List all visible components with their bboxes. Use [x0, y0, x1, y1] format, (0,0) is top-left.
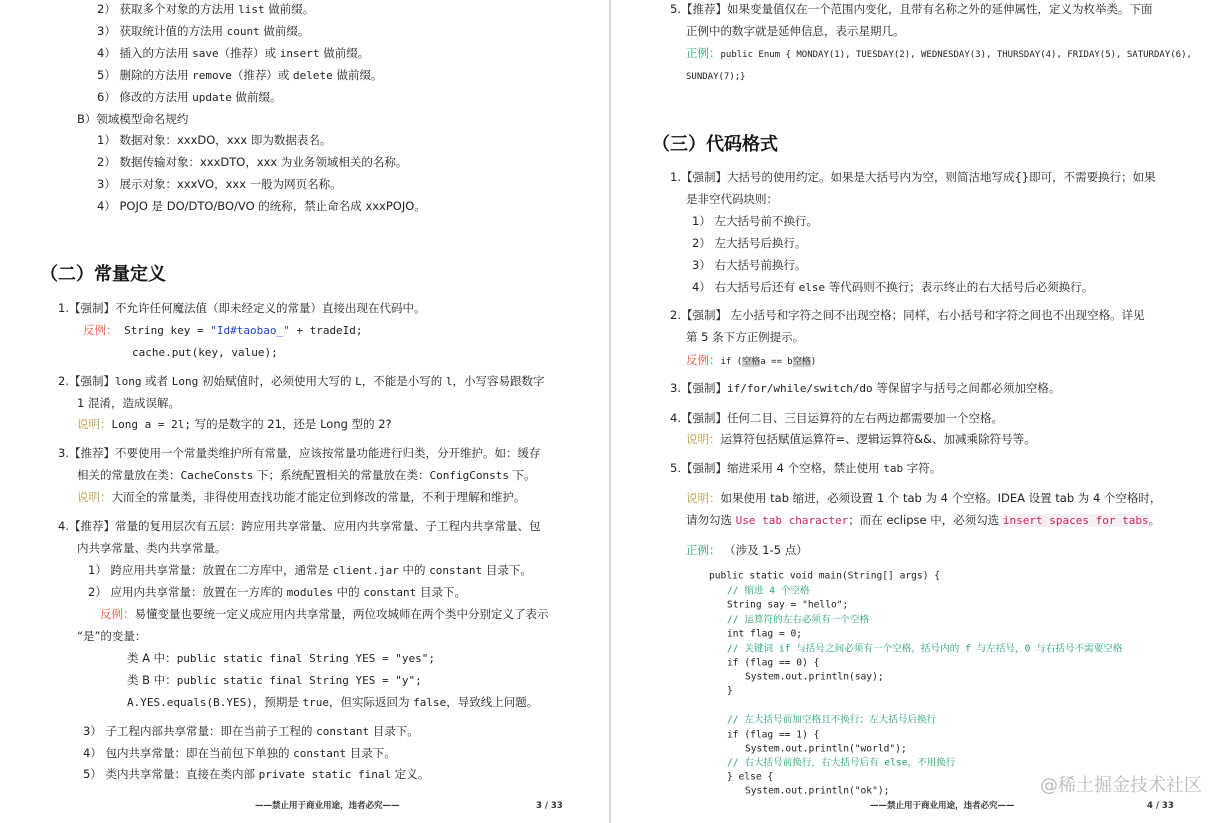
note-label: 说明： [686, 491, 721, 505]
text-segment: （推荐）或 [231, 68, 294, 82]
text-line [97, 67, 382, 84]
text-segment: public Enum { MONDAY(1), TUESDAY(2), WEDNESDAY(3), THURSDAY(4), FRIDAY(5), SATURDAY(6), [720, 50, 1192, 60]
text-segment: int flag = 0; [727, 628, 803, 640]
text-line [127, 694, 538, 711]
text-segment: B）领域模型命名规约 [77, 112, 189, 126]
text-line [686, 23, 905, 39]
text-line [670, 380, 1060, 397]
text-segment: 做前缀。 [231, 90, 282, 104]
text-segment: 目录下。 [346, 746, 396, 760]
text-line [58, 300, 425, 316]
code-comment: // 关键词 if 与括号之间必须有一个空格，括号内的 f 与左括号，0 与右括号不需要空格 [727, 643, 1123, 655]
text-segment: tab [883, 462, 904, 475]
text-line [692, 213, 818, 229]
text-segment: 5） 类内共享常量：直接在类内部 [83, 767, 259, 781]
text-line [100, 606, 549, 622]
text-segment: constant [429, 564, 483, 577]
text-segment: 做前缀。 [332, 68, 383, 82]
text-line [127, 672, 422, 689]
text-line [97, 176, 342, 192]
text-segment: A.YES.equals(B.YES) [127, 696, 253, 709]
text-segment: 类 B 中： [127, 673, 177, 687]
text-segment: 大而全的常量类，非得使用查找功能才能定位到修改的常量，不利于理解和维护。 [111, 490, 526, 504]
code-line [745, 743, 907, 756]
text-segment: 内共享常量、类内共享常量。 [77, 541, 227, 555]
note-label: 说明： [77, 417, 112, 431]
text-segment: 3.【推荐】不要使用一个常量类维护所有常量，应该按常量功能进行归类，分开维护。如：缓存 [58, 446, 541, 460]
text-line [670, 169, 1156, 185]
text-line [77, 395, 180, 411]
text-line [88, 562, 532, 579]
text-line [97, 154, 407, 170]
text-segment: 做前缀。 [264, 2, 315, 16]
text-segment: 1） 数据对象：xxxDO，xxx 即为数据表名。 [97, 133, 332, 147]
text-line [58, 445, 540, 461]
text-segment: false [413, 696, 447, 709]
text-segment: ，不能是小写的 [361, 374, 446, 388]
text-line [686, 67, 746, 85]
watermark: @稀土掘金技术社区 [1040, 775, 1202, 796]
text-segment: 1.【强制】不允许任何魔法值（即未经定义的常量）直接出现在代码中。 [58, 301, 426, 315]
text-segment: 如果使用 tab 缩进，必须设置 1 个 tab 为 4 个空格。IDEA 设置 tab 为 4 个空格时， [720, 491, 1162, 505]
text-segment: 第 5 条下方正例提示。 [686, 330, 805, 344]
text-segment: public static void main(String[] args) { [709, 570, 941, 582]
text-segment: 4） POJO 是 DO/DTO/BO/VO 的统称，禁止命名成 xxxPOJO。 [97, 199, 426, 213]
text-segment: 中的 [333, 585, 364, 599]
text-line [58, 518, 540, 534]
text-segment: true [302, 696, 329, 709]
text-segment: （推荐）或 [218, 46, 280, 60]
text-line [97, 89, 282, 106]
text-segment: 1 混淆，造成误解。 [77, 396, 180, 410]
text-segment: 请勿勾选 [686, 513, 736, 527]
text-segment: 2） 获取多个对象的方法用 [97, 2, 239, 16]
text-line [97, 198, 426, 214]
text-segment: 初始赋值时，必须使用大写的 [198, 374, 356, 388]
text-segment: list [238, 3, 265, 16]
text-segment: 做前缀。 [259, 24, 310, 38]
code-line [727, 599, 848, 612]
text-segment: 等代码则不换行；表示终止的右大括号后必须换行。 [825, 280, 1094, 294]
text-line [686, 191, 778, 207]
text-segment: + tradeId; [289, 324, 363, 337]
text-segment: 目录下。 [369, 724, 419, 738]
text-segment: ) [810, 357, 817, 367]
text-line [686, 45, 1192, 63]
text-segment: System.out.println("ok"); [745, 785, 890, 797]
text-segment: 字符。 [903, 461, 942, 475]
code-comment: // 缩进 4 个空格 [727, 585, 810, 597]
text-segment: 1.【强制】大括号的使用约定。如果是大括号内为空，则简洁地写成{}即可，不需要换行；如果 [670, 170, 1156, 184]
text-line [77, 467, 536, 484]
code-comment: // 运算符的左右必须有一个空格 [727, 614, 870, 626]
text-segment: ；而在 eclipse 中，必须勾选 [848, 513, 1003, 527]
text-line [97, 132, 331, 148]
text-segment: 定义。 [391, 767, 430, 781]
text-segment: insert spaces for tabs [1002, 514, 1149, 527]
text-segment: } [727, 685, 733, 697]
text-segment: 2） 数据传输对象：xxxDTO，xxx 为业务领域相关的名称。 [97, 155, 408, 169]
text-segment: ConfigConsts [429, 469, 509, 482]
text-segment: long [114, 375, 142, 388]
text-line [686, 542, 808, 558]
text-segment: 3） 展示对象：xxxVO，xxx 一般为网页名称。 [97, 177, 342, 191]
code-line [727, 657, 819, 670]
text-segment: if (flag == 0) { [727, 657, 820, 669]
text-segment: 2） 左大括号后换行。 [692, 236, 807, 250]
text-line [686, 431, 1036, 447]
text-segment: public static final String YES = "y"; [176, 674, 422, 687]
text-segment: 中的 [398, 563, 430, 577]
text-segment: update [192, 91, 232, 104]
text-segment: ，小写容易跟数字 [452, 374, 545, 388]
text-segment: constant [293, 747, 347, 760]
text-segment: if/for/while/switch/do [726, 382, 873, 395]
text-line [692, 279, 1093, 296]
text-line [77, 540, 227, 556]
text-line [686, 329, 804, 345]
text-segment: 下；系统配置相关的常量放在类： [253, 468, 430, 482]
section-heading [40, 263, 166, 287]
text-segment: l [445, 375, 453, 388]
text-segment: } else { [727, 771, 774, 783]
text-segment: 2.【强制】 左小括号和字符之间不出现空格；同样，右小括号和字符之间也不出现空格。详见 [670, 308, 1145, 322]
page-number-left: 3 / 33 [536, 801, 563, 811]
text-line [77, 628, 146, 644]
code-line [727, 628, 802, 641]
text-segment: 1） 左大括号前不换行。 [692, 214, 818, 228]
text-line [88, 584, 466, 601]
text-segment: client.jar [332, 564, 399, 577]
text-segment: modules [286, 586, 333, 599]
text-segment: 6） 修改的方法用 [97, 90, 193, 104]
text-segment: delete [293, 69, 333, 82]
text-segment: L [355, 375, 362, 388]
text-segment: 目录下。 [482, 563, 532, 577]
text-segment: else [798, 281, 826, 294]
text-segment: 等保留字与括号之间都必须加空格。 [872, 381, 1061, 395]
text-line [77, 111, 188, 127]
text-line [77, 416, 392, 433]
text-line [83, 322, 363, 339]
footer-notice-right: ——禁止用于商业用途，违者必究—— [870, 801, 1015, 811]
text-segment: 目录下。 [416, 585, 466, 599]
text-segment: 5.【推荐】如果变量值仅在一个范围内变化，且带有名称之外的延伸属性，定义为枚举类。下面 [670, 2, 1153, 16]
text-segment: constant [363, 586, 417, 599]
text-segment: 或者 [141, 374, 172, 388]
text-segment: ，但实际返回为 [329, 695, 414, 709]
text-line [58, 373, 545, 390]
text-segment: System.out.println(say); [745, 671, 884, 683]
text-segment: ，预期是 [252, 695, 303, 709]
text-segment: 4.【推荐】常量的复用层次有五层：跨应用共享常量、应用内共享常量、子工程内共享常量、包 [58, 519, 541, 533]
text-segment: 4） 右大括号后还有 [692, 280, 799, 294]
section-heading [652, 133, 778, 157]
text-segment: String say = "hello"; [727, 599, 849, 611]
text-segment: Long a = 2l; [111, 418, 191, 431]
counter-example-label: 反例： [686, 353, 721, 367]
text-segment: 易懂变量也要统一定义成应用内共享常量，两位攻城师在两个类中分别定义了表示 [134, 607, 549, 621]
text-segment: save [192, 47, 219, 60]
text-segment: 4） 插入的方法用 [97, 46, 193, 60]
text-line [132, 344, 278, 361]
text-segment: （三）代码格式 [652, 134, 778, 155]
text-segment: 3） 右大括号前换行。 [692, 258, 807, 272]
text-segment: a == b [760, 357, 793, 367]
text-segment: 5） 删除的方法用 [97, 68, 193, 82]
text-line [670, 460, 941, 477]
text-segment: constant [316, 725, 370, 738]
text-segment: public static final String YES = "yes"; [176, 652, 435, 665]
text-segment: 3） 子工程内部共享常量：即在当前子工程的 [83, 724, 317, 738]
code-line [727, 643, 1123, 656]
code-line [745, 671, 884, 684]
text-line [670, 410, 1003, 426]
example-label: 正例： [686, 543, 721, 557]
text-segment: 4） 包内共享常量：即在当前包下单独的 [83, 746, 294, 760]
text-line [670, 1, 1152, 17]
text-segment: 2） 应用内共享常量：放置在一方库的 [88, 585, 287, 599]
text-segment: if ( [720, 357, 743, 367]
text-segment: 3） 获取统计值的方法用 [97, 24, 227, 38]
text-segment: private static final [258, 768, 392, 781]
text-segment: 2.【强制】 [58, 374, 115, 388]
text-segment: 3.【强制】 [670, 381, 727, 395]
text-segment: 正例中的数字就是延伸信息，表示星期几。 [686, 24, 905, 38]
code-line [727, 614, 869, 627]
text-line [670, 307, 1145, 323]
counter-example-label: 反例： [100, 607, 135, 621]
text-segment: Long [171, 375, 199, 388]
text-line [686, 512, 1160, 529]
text-line [83, 745, 396, 762]
text-line [97, 1, 314, 18]
text-segment: ，导致线上问题。 [446, 695, 539, 709]
text-segment: 。 [1148, 513, 1161, 527]
example-label: 正例： [686, 46, 721, 60]
page-number-right: 4 / 33 [1147, 801, 1174, 811]
text-line [692, 257, 806, 273]
code-line [727, 714, 936, 727]
text-segment: 空格 [742, 357, 761, 367]
code-line [727, 685, 733, 698]
text-segment: "Id#taobao_" [210, 324, 290, 337]
text-line [692, 235, 806, 251]
code-line [709, 570, 940, 583]
text-segment: 1） 跨应用共享常量：放置在二方库中，通常是 [88, 563, 333, 577]
text-segment: CacheConsts [180, 469, 254, 482]
text-segment: insert [279, 47, 320, 60]
code-comment: // 左大括号前加空格且不换行；左大括号后换行 [727, 714, 937, 726]
text-segment: “是”的变量： [77, 629, 147, 643]
text-segment: 运算符包括赋值运算符=、逻辑运算符&&、加减乘除符号等。 [720, 432, 1036, 446]
text-segment: Use tab character [735, 514, 849, 527]
counter-example-label: 反例： [83, 323, 118, 337]
text-line [83, 766, 429, 783]
text-segment: remove [192, 69, 232, 82]
text-segment: SUNDAY(7);} [686, 72, 746, 82]
text-segment: （二）常量定义 [40, 264, 166, 285]
text-segment: count [226, 25, 260, 38]
code-line [727, 757, 956, 770]
note-label: 说明： [77, 490, 112, 504]
text-line [83, 723, 419, 740]
text-segment: （涉及 1-5 点） [720, 543, 808, 557]
text-line [127, 650, 435, 667]
text-segment: 4.【强制】任何二目、三目运算符的左右两边都需要加一个空格。 [670, 411, 1003, 425]
text-segment: System.out.println("world"); [745, 743, 907, 755]
text-line [77, 489, 526, 505]
code-line [727, 729, 819, 742]
text-line [686, 490, 1161, 506]
text-segment: 类 A 中： [127, 651, 177, 665]
code-line [727, 771, 773, 784]
text-line [97, 23, 309, 40]
text-segment: if (flag == 1) { [727, 729, 820, 741]
text-segment: 是非空代码块则： [686, 192, 778, 206]
code-comment: // 右大括号前换行，右大括号后有 else，不用换行 [727, 757, 956, 769]
text-line [686, 352, 816, 370]
text-segment: cache.put(key, value); [132, 346, 278, 359]
text-segment: 相关的常量放在类： [77, 468, 181, 482]
text-line [97, 45, 369, 62]
text-segment: 下。 [509, 468, 536, 482]
code-line [727, 585, 810, 598]
code-line [745, 785, 889, 798]
text-segment: 5.【强制】缩进采用 4 个空格，禁止使用 [670, 461, 884, 475]
footer-notice-left: ——禁止用于商业用途，违者必究—— [255, 801, 400, 811]
note-label: 说明： [686, 432, 721, 446]
text-segment: String key = [117, 324, 211, 337]
text-segment: 做前缀。 [319, 46, 370, 60]
text-segment: 写的是数字的 21，还是 Long 型的 2? [190, 417, 392, 431]
text-segment: 空格 [792, 357, 811, 367]
